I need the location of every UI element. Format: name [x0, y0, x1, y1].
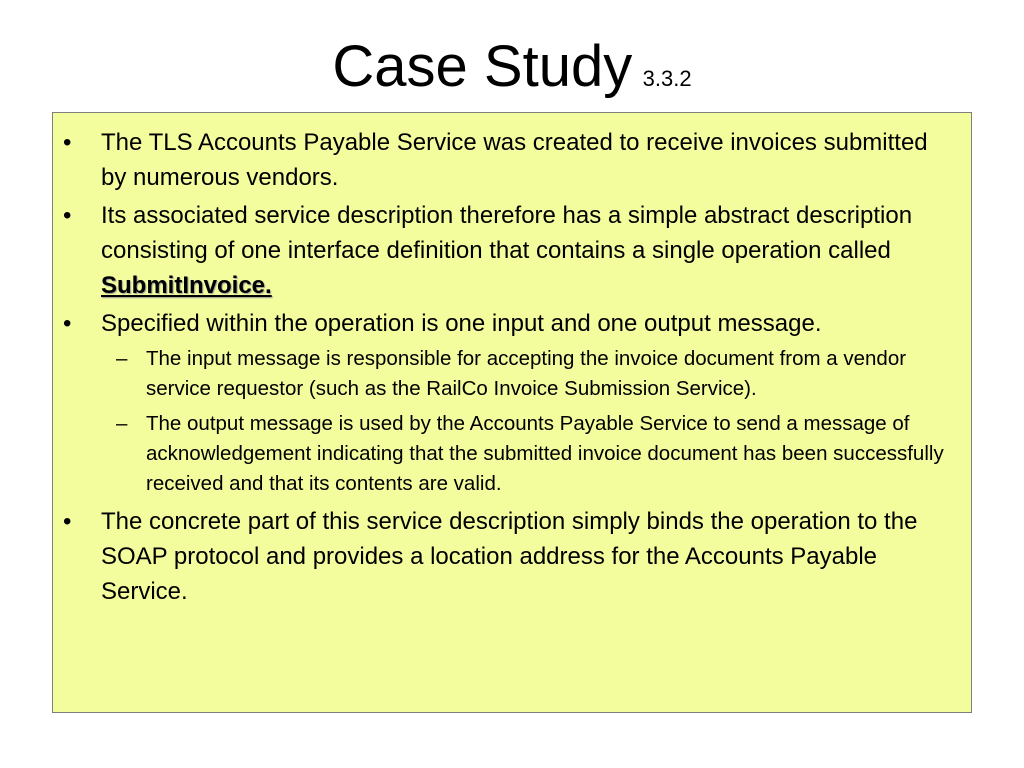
bullet-marker: • [63, 202, 72, 229]
sub-bullet-marker: – [116, 412, 128, 435]
sub-bullet-text: The input message is responsible for accepting the invoice document from a vendor service requestor (such as the RailCo Invoice Submission Service). [146, 347, 907, 400]
bullet-text: Its associated service description therefore has a simple abstract description consisting of one interface definition that contains a single operation called [101, 202, 913, 264]
sub-bullet-item [53, 344, 957, 404]
slide-title [0, 34, 1024, 99]
bullet-text: Specified within the operation is one input and one output message. [101, 310, 822, 337]
bullet-item [53, 306, 957, 341]
operation-name: SubmitInvoice. [101, 272, 272, 299]
bullet-marker: • [63, 508, 72, 535]
title-text: Case Study [332, 34, 633, 99]
section-number: 3.3.2 [642, 66, 692, 91]
sub-bullet-marker: – [116, 347, 128, 370]
bullet-item [53, 504, 957, 609]
bullet-item [53, 198, 957, 303]
bullet-marker: • [63, 310, 72, 337]
bullet-text: The TLS Accounts Payable Service was created to receive invoices submitted by numerous vendors. [101, 129, 928, 191]
bullet-item [53, 125, 957, 195]
sub-bullet-item [53, 409, 957, 499]
content-box [52, 112, 972, 713]
sub-bullet-text: The output message is used by the Accounts Payable Service to send a message of acknowledgement indicating that the submitted invoice document has been successfully received and that its contents are valid. [146, 412, 944, 495]
bullet-marker: • [63, 129, 72, 156]
bullet-text: The concrete part of this service description simply binds the operation to the SOAP protocol and provides a location address for the Accounts Payable Service. [101, 508, 918, 605]
